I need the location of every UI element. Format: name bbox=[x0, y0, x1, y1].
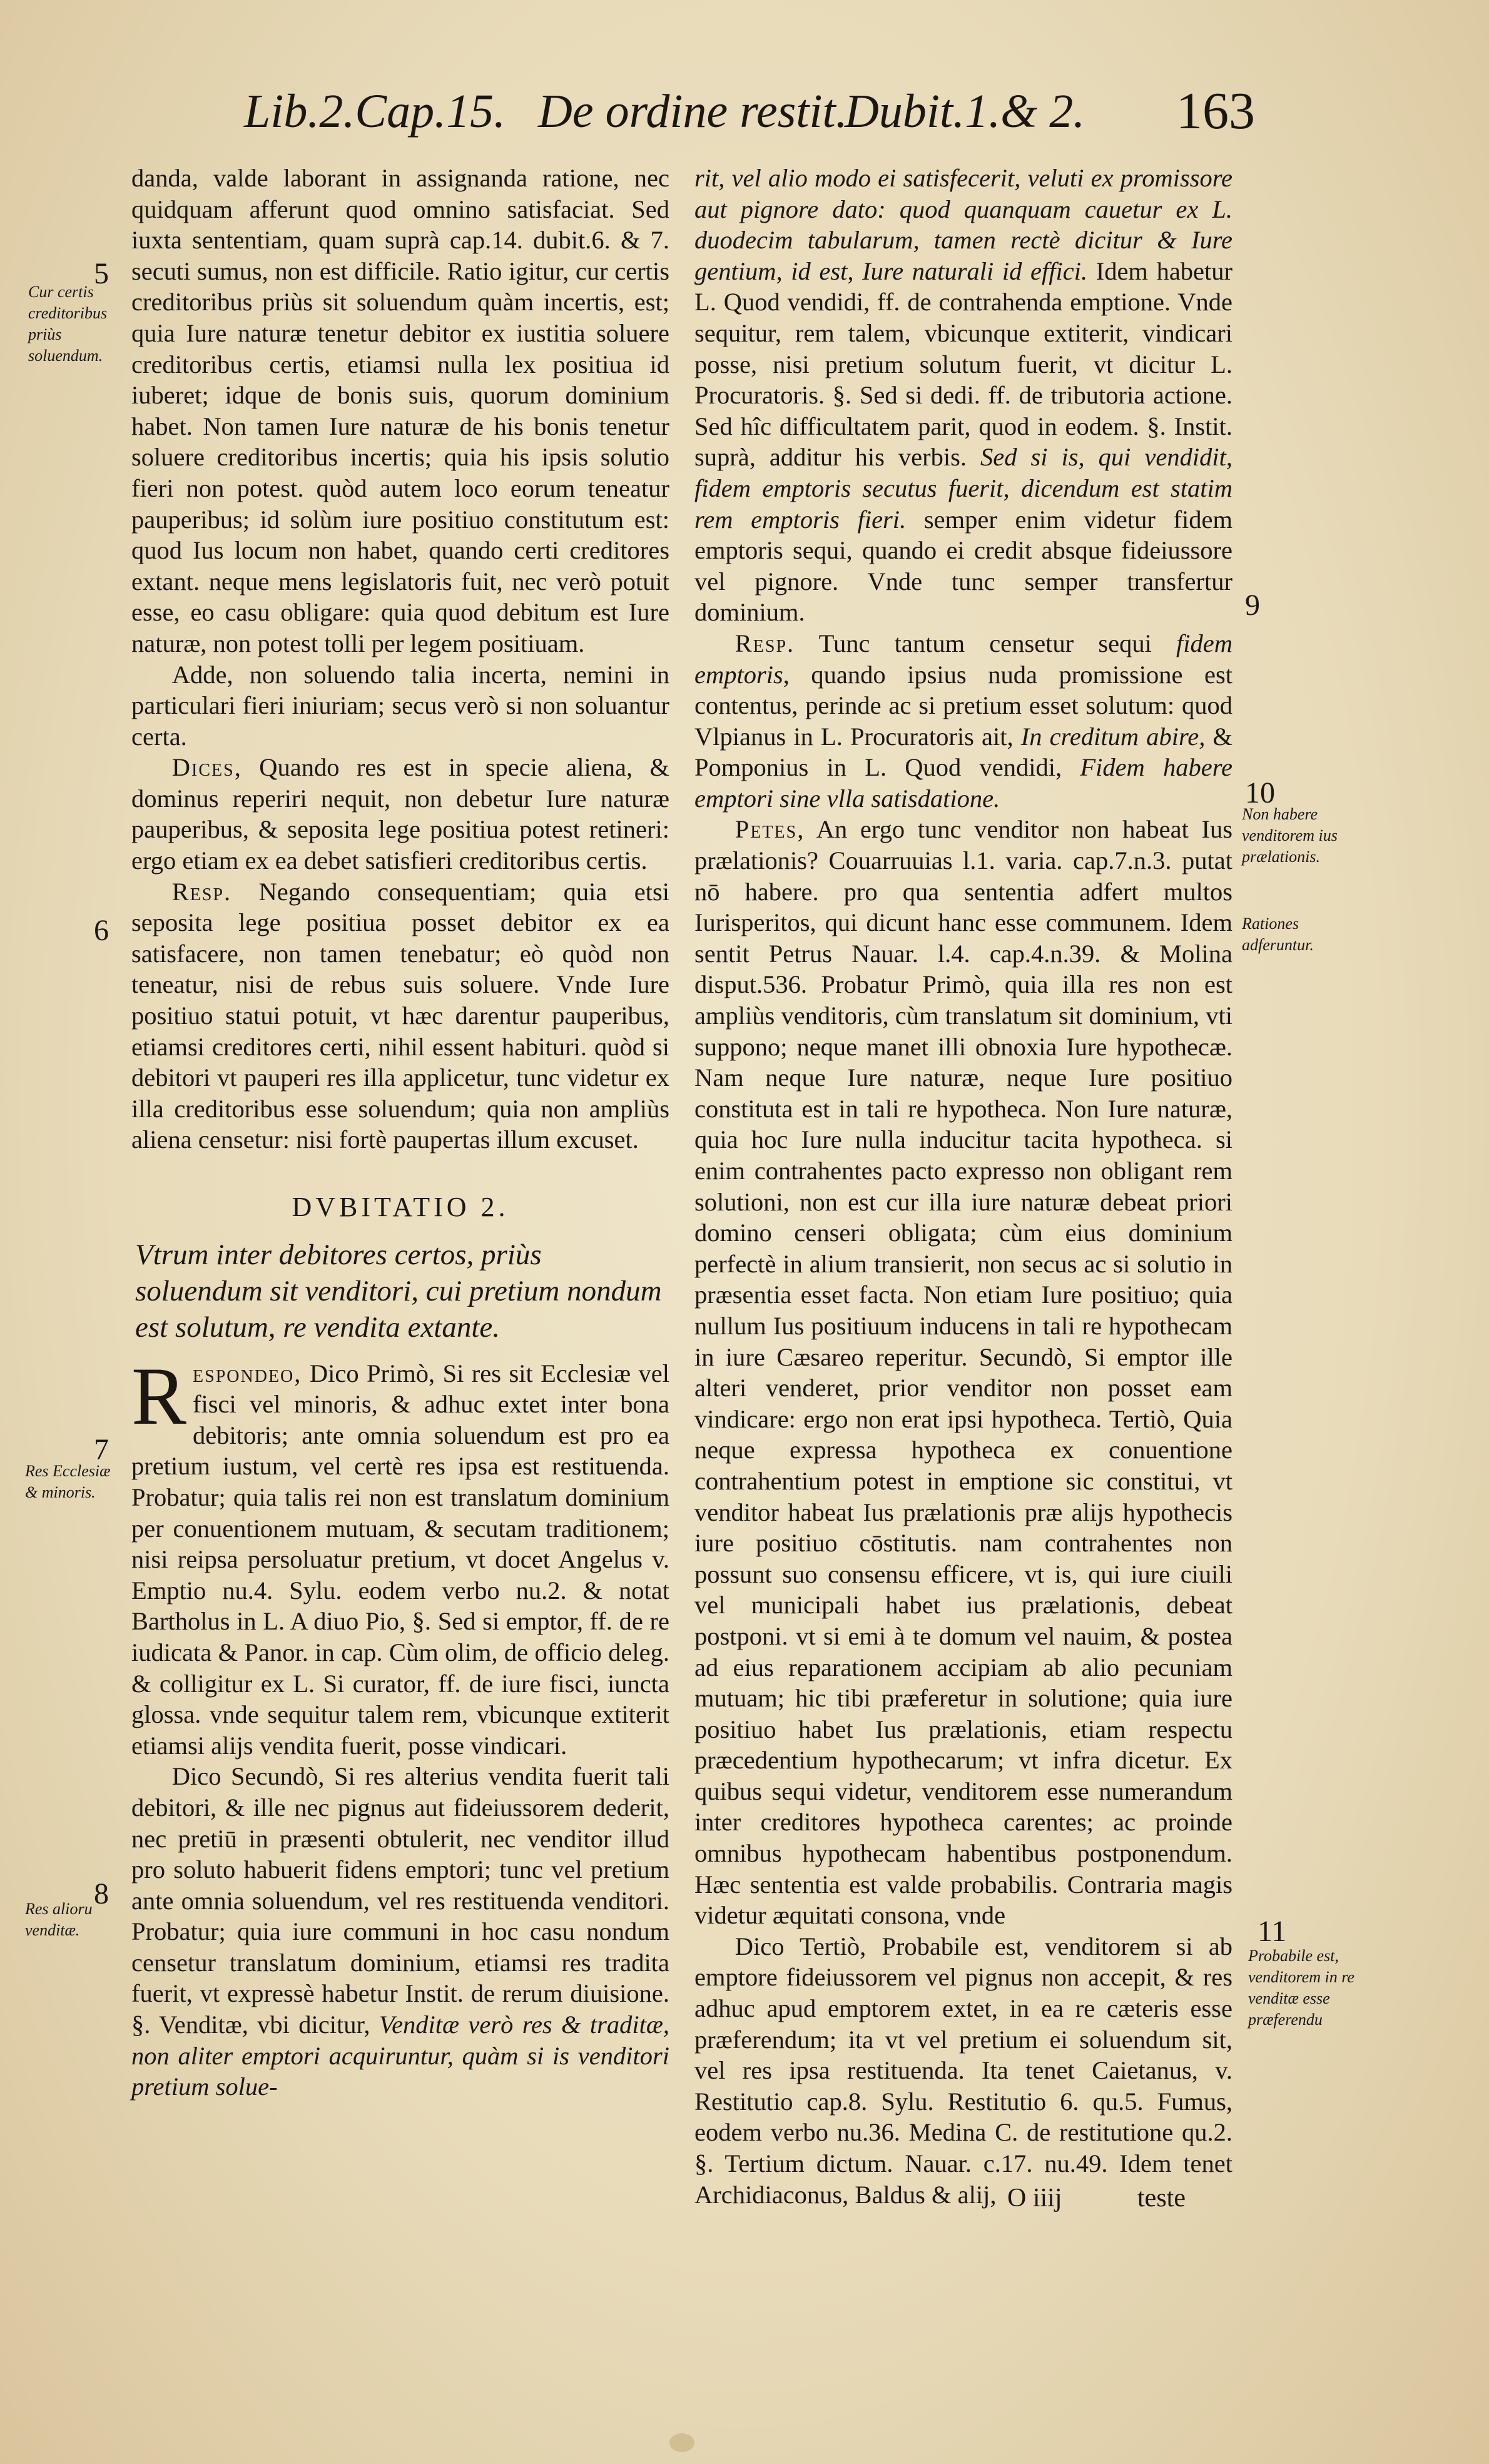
petes-label: Petes, bbox=[734, 815, 805, 844]
petes-paragraph bbox=[694, 814, 1232, 1930]
petes-text: An ergo tunc venditor non habeat Ius prælationis? Couarruuias l.1. varia. cap.7.n.3. putat nō habere. pro qua sententia adfert multos Iurisperitos, qui dicunt hanc esse communem. Idem sentit Petrus Nauar. l.4. cap.4.n.39. & Molina disput.536. Probatur Primò, quia illa res non est ampliùs venditoris, cùm translatum sit dominium, vti suppono; neque manet illi obnoxia Iure hypothecæ. Nam neque Iure naturæ, neque Iure positiuo constituta est in tali re hypotheca. Non Iure naturæ, quia hoc Iure nulla inducitur tacita hypotheca. si enim contrahentes pacto expresso non obligant rem solutioni, non est cur illa iure naturæ debeat priori domino censeri obligata; cùm eius dominium perfectè in alium transierit, non secus ac si solutio in præsentia esset facta. Non etiam Iure positiuo; quia nullum Ius positiuum inducens in tali re hypothecam in iure Cæsareo reperitur. Secundò, Si emptor ille alteri venderet, prior venditor non posset eam vindicare: ergo non erat ipsi hypotheca. Tertiò, Quia neque expressa hypotheca ex conuentione contrahentium potest in emptione sic constitui, vt venditor habeat Ius prælationis præ alijs hypothecis iure positiuo cōstitutis. nam contrahentes non possunt suo consensu efficere, vt is, qui iure ciuili vel municipali habet ius prælationis, debeat postponi. vt si emi à te domum vel nauim, & postea ad eius reparationem accipiam ab alio pecuniam mutuam; hic tibi præferetur in solutione; quia iure positiuo habet Ius prælationis, etiam respectu præcedentium hypothecarum; vt infra dicetur. Ex quibus sequi videtur, venditorem esse numerandum inter creditores hypotheca carentes; ac proinde omnibus hypothecam habentibus postponendum. Hæc sententia est valde probabilis. Contraria magis videtur æquitati consona, vnde bbox=[694, 815, 1232, 1930]
marginal-gloss-rationes: Rationes adferuntur. bbox=[1242, 915, 1314, 954]
running-head-book-chapter: Lib.2.Cap.15. bbox=[244, 85, 506, 138]
margin-number-8: 8 bbox=[94, 1877, 109, 1910]
right-text-column bbox=[694, 163, 1232, 2210]
dices-text: Quando res est in specie aliena, & dominus reperiri nequit, non debetur Iure naturæ pauperibus, & seposita lege positiua potest retineri: ergo etiam ex ea debet satisfieri creditoribus certis. bbox=[131, 753, 669, 875]
paragraph: Adde, non soluendo talia incerta, nemini in particulari fieri iniuriam; secus verò si non soluantur certa. bbox=[131, 660, 669, 751]
drop-cap: R bbox=[131, 1349, 187, 1442]
margin-number-5: 5 bbox=[94, 257, 109, 290]
paragraph-text: Idem habetur L. Quod vendidi, ff. de contrahenda emptione. Vnde sequitur, rem talem, vbicunque extiterit, vindicari posse, nisi pretium solutum fuerit, vt dicitur L. Procuratoris. §. Sed si dedi. ff. de tributoria actione. Sed hîc difficultatem parit, quod in eodem. §. Instit. suprà, additur his verbis. bbox=[694, 256, 1233, 472]
resp-text: Negando consequentiam; quia etsi seposita lege positiua posset debitor ex ea satisfacere, non tamen tenebatur; eò quòd non teneatur, nisi de rebus suis soluere. Vnde Iure positiuo statui potuit, vt hæc darentur pauperibus, etiamsi creditores certi, nihil essent habituri. quòd si debitori vt pauperi res illa applicetur, tunc videtur ex illa creditoribus esse soluendum; quia non ampliùs aliena censetur: nisi fortè paupertas illum excuset. bbox=[131, 877, 669, 1154]
paragraph bbox=[131, 1761, 669, 2102]
marginal-gloss-res-ecclesiae: Res Ecclesiæ & minoris. bbox=[25, 1462, 111, 1501]
margin-number-9: 9 bbox=[1245, 589, 1260, 622]
marginal-gloss-certis-creditoribus: Cur certis creditoribus priùs soluendum. bbox=[28, 283, 108, 365]
objection-paragraph bbox=[131, 752, 669, 876]
marginal-gloss-res-aliorum: Res alioru venditæ. bbox=[25, 1900, 93, 1939]
dico-tertio-paragraph: Dico Tertiò, Probabile est, venditorem si ab emptore fideiussorem vel pignus non accepit, & res adhuc apud emptorem extet, in ea re cæteris esse præferendum; ita vt vel pretium ei soluendum sit, vel res ipsa restituenda. Ita tenet Caietanus, v. Restitutio cap.8. Sylu. Restitutio 6. qu.5. Fumus, eodem verbo nu.36. Medina C. de restitutione qu.2. §. Tertium dictum. Nauar. c.17. nu.49. Idem tenet Archidiaconus, Baldus & alij, bbox=[694, 1932, 1232, 2209]
margin-number-11: 11 bbox=[1258, 1915, 1287, 1948]
resp-quote: fidem emptoris bbox=[694, 629, 1232, 689]
running-head bbox=[244, 80, 1270, 149]
paragraph bbox=[694, 163, 1232, 628]
resp-quote: In creditum abire, bbox=[1020, 722, 1206, 751]
running-head-title: De ordine restit. bbox=[538, 85, 848, 138]
catchword: teste bbox=[1137, 2184, 1186, 2213]
marginal-gloss-probabile: Probabile est, venditorem in re venditæ esse præferendu bbox=[1248, 1947, 1354, 2029]
question-heading: Vtrum inter debitores certos, priùs soluendum sit venditori, cui pretium nondum est solutum, re vendita extante. bbox=[135, 1238, 662, 1344]
paper-stain bbox=[669, 2433, 694, 2452]
resp-label: Resp. bbox=[171, 877, 232, 906]
left-text-column bbox=[131, 163, 669, 2102]
respondeo-label: espondeo, bbox=[193, 1359, 302, 1387]
response-paragraph bbox=[131, 876, 669, 1155]
page-footer bbox=[1007, 2183, 1254, 2213]
section-heading: DVBITATIO 2. bbox=[292, 1192, 509, 1222]
resp-quote: Fidem habere emptori sine vlla satisdatione. bbox=[694, 753, 1232, 813]
respondeo-paragraph bbox=[131, 1349, 669, 1762]
resp-text: Tunc tantum censetur sequi bbox=[795, 629, 1177, 657]
response-paragraph bbox=[694, 628, 1232, 814]
dico-secundo-quote: Venditæ verò res & traditæ, non aliter emptori acquiruntur, quàm si is venditori pretium solue- bbox=[131, 2010, 670, 2101]
respondeo-text: Dico Primò, Si res sit Ecclesiæ vel fisci vel minoris, & adhuc extet inter bona debitoris; ante omnia soluendum est pro ea pretium iustum, vel certè res ipsa est restituenda. Probatur; quia talis rei non est translatum dominium per conuentionem mutuam, & secutam traditionem; nisi reipsa persoluatur pretium, vt docet Angelus v. Emptio nu.4. Sylu. eodem verbo nu.2. & notat Bartholus in L. A diuo Pio, §. Sed si emptor, ff. de re iudicata & Panor. in cap. Cùm olim, de officio deleg. & colligitur ex L. Si curator, ff. de iure fisci, iuncta glossa. vnde sequitur talem rem, vbicunque extiterit etiamsi alijs vendita fuerit, posse vindicari. bbox=[131, 1359, 669, 1760]
quote-text: rit, vel alio modo ei satisfecerit, veluti ex promissore aut pignore dato: quod quanquam cauetur ex L. duodecim tabularum, tamen rectè dicitur & Iure gentium, id est, Iure naturali id effici. bbox=[694, 164, 1232, 285]
dices-label: Dices, bbox=[171, 753, 242, 782]
margin-number-7: 7 bbox=[94, 1433, 109, 1466]
quote-text: Sed si is, qui vendidit, fidem emptoris secutus fuerit, dicendum est statim rem emptoris fieri. bbox=[694, 443, 1232, 534]
resp-text: & Pomponius in L. Quod vendidi, bbox=[694, 722, 1232, 782]
dico-secundo-text: Dico Secundò, Si res alterius vendita fuerit tali debitori, & ille nec pignus aut fideiussorem dederit, nec pretiū in præsenti obtulerit, nec venditor illud pro soluto habuerit fidens emptori; tunc vel pretium ante omnia soluendum, vel res restituenda venditori. Probatur; quia iure communi in hoc casu nondum censetur translatum dominium, etiamsi res tradita fuerit, vt expressè habetur Instit. de rerum diuisione. §. Venditæ, vbi dicitur, bbox=[131, 1762, 669, 2039]
margin-number-10: 10 bbox=[1245, 776, 1275, 809]
resp-text: , quando ipsius nuda promissione est contentus, perinde ac si pretium esset solutum: quod Vlpianus in L. Procuratoris ait, bbox=[694, 660, 1232, 751]
signature-mark: O iiij bbox=[1007, 2184, 1062, 2213]
paragraph: danda, valde laborant in assignanda ratione, nec quidquam afferunt quod omnino satisfaciat. Sed iuxta sententiam, quam suprà cap.14. dubit.6. & 7. secuti sumus, non est difficile. Ratio igitur, cur certis creditoribus priùs sit soluendum quàm incertis, est; quia Iure naturæ tenetur debitor ex iustitia soluere creditoribus certis, etiamsi nulla lex positiua id iuberet; idque de bonis suis, quorum dominium habet. Non tamen Iure naturæ de his bonis tenetur soluere creditoribus incertis; quia his ipsis solutio fieri non potest. quòd autem loco eorum teneatur pauperibus; id solùm iure positiuo constitutum est: quod Ius locum non habet, quando certi creditores extant. neque mens legislatoris fuit, nec verò potuit esse, eo casu obligare: quia quod debitum est Iure naturæ, non potest tolli per legem positiuam. bbox=[131, 164, 669, 657]
margin-number-6: 6 bbox=[94, 914, 109, 947]
page-number: 163 bbox=[1176, 82, 1255, 140]
running-head-dubitatio: Dubit.1.& 2. bbox=[845, 85, 1085, 138]
resp-label: Resp. bbox=[734, 629, 795, 657]
paragraph-text: semper enim videtur fidem emptoris sequi, quando ei credit absque fideiussore vel pignore. Vnde tunc semper transfertur dominium. bbox=[694, 505, 1232, 627]
marginal-gloss-non-habere: Non habere venditorem ius prælationis. bbox=[1242, 805, 1338, 866]
